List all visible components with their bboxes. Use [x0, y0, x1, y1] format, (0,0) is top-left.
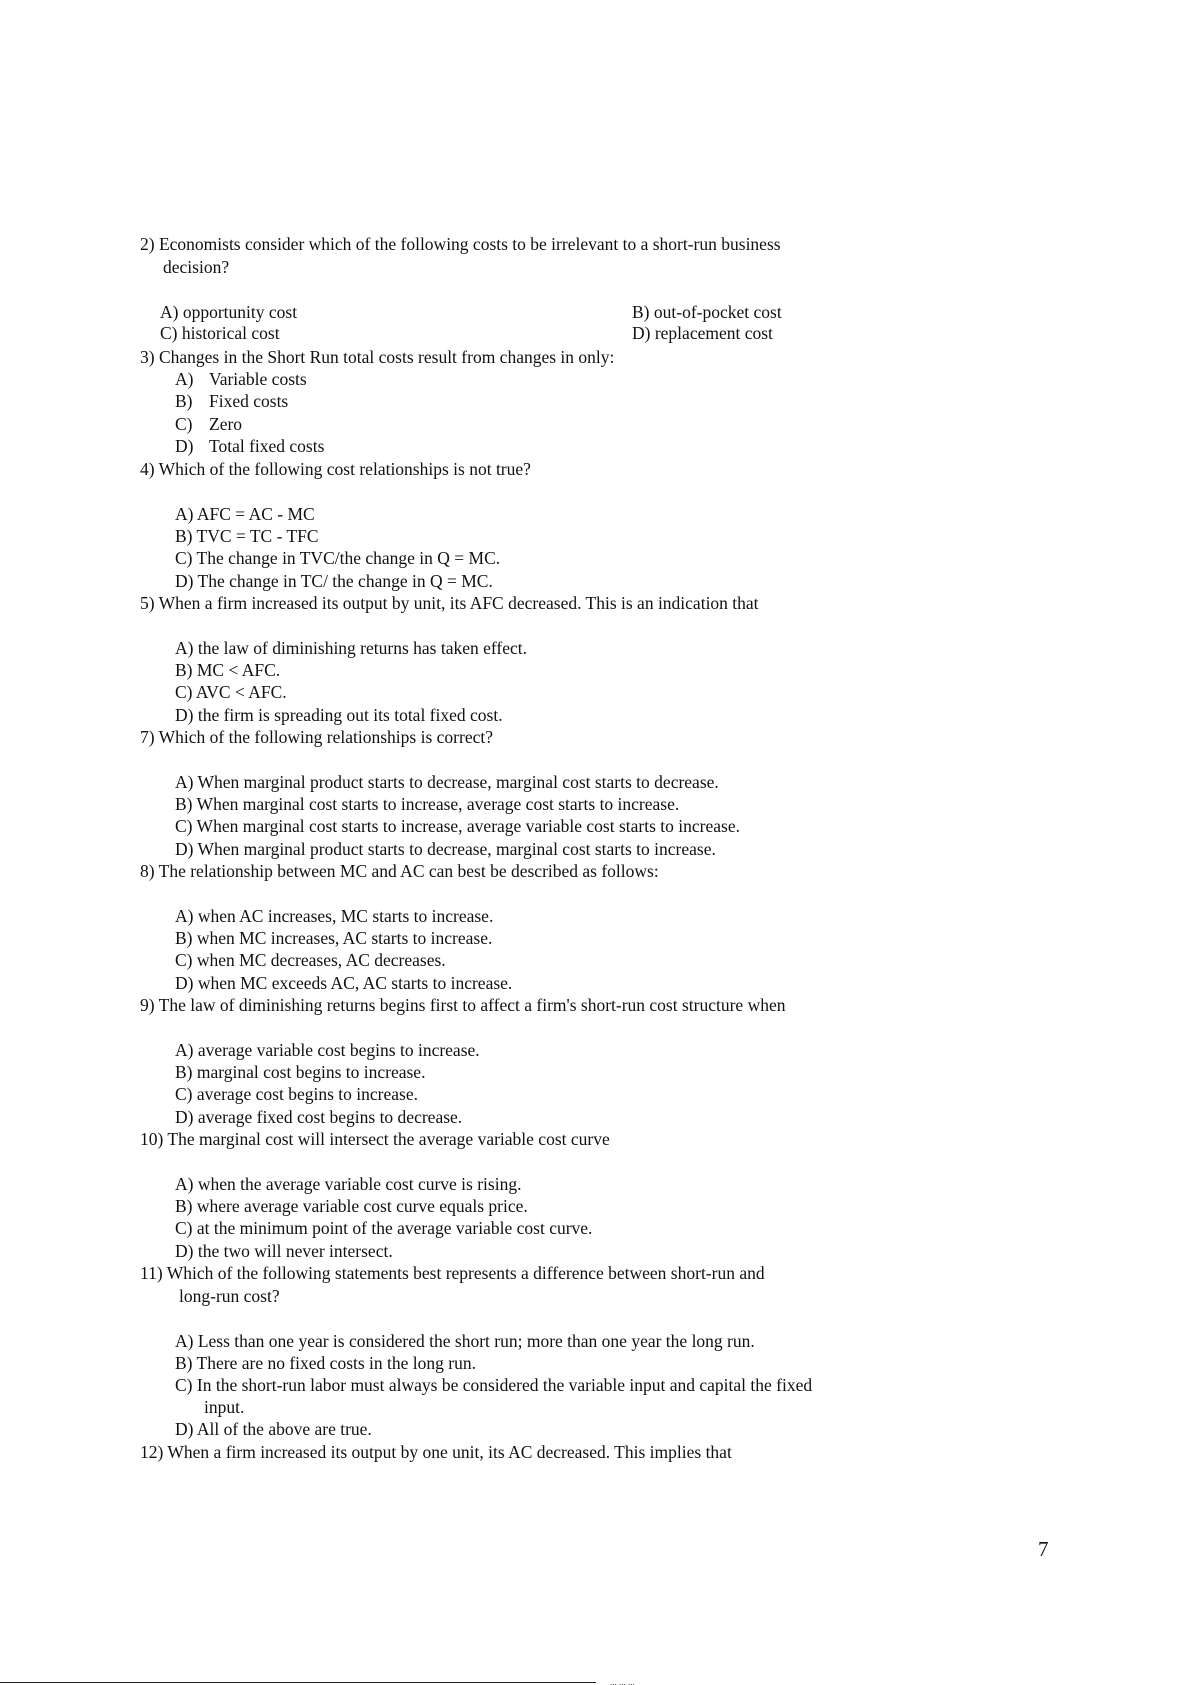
question-stem-continuation: long-run cost? [179, 1286, 280, 1306]
answer-option-d [175, 435, 324, 457]
answer-option-a: A) AFC = AC - MC [175, 504, 315, 524]
answer-option-b: B) There are no fixed costs in the long run. [175, 1353, 476, 1373]
answer-option-a: A) average variable cost begins to increase. [175, 1040, 480, 1060]
answer-option-d: D) When marginal product starts to decrease, marginal cost starts to increase. [175, 839, 716, 859]
answer-option-b: B) MC < AFC. [175, 660, 281, 680]
question-stem-continuation: decision? [163, 257, 230, 277]
option-text: Fixed costs [209, 391, 289, 411]
question-stem: 5) When a firm increased its output by unit, its AFC decreased. This is an indication that [140, 593, 759, 613]
answer-option-b: B) marginal cost begins to increase. [175, 1062, 426, 1082]
answer-option-b: B) TVC = TC - TFC [175, 526, 319, 546]
answer-option-b: B) When marginal cost starts to increase, average cost starts to increase. [175, 794, 680, 814]
answer-option-d: D) All of the above are true. [175, 1419, 372, 1439]
answer-option-c-continuation: input. [204, 1397, 245, 1417]
question-stem: 4) Which of the following cost relationships is not true? [140, 459, 531, 479]
footer-fragment: ... ... ... [610, 1677, 635, 1685]
answer-option-c: C) average cost begins to increase. [175, 1084, 418, 1104]
question-stem: 3) Changes in the Short Run total costs result from changes in only: [140, 347, 615, 367]
question-stem: 7) Which of the following relationships is correct? [140, 727, 493, 747]
answer-option-a: A) When marginal product starts to decrease, marginal cost starts to decrease. [175, 772, 719, 792]
question-stem: 10) The marginal cost will intersect the average variable cost curve [140, 1129, 610, 1149]
option-text: Total fixed costs [209, 436, 325, 456]
answer-option-b [175, 390, 288, 412]
answer-option-c [175, 413, 242, 435]
option-letter: B) [175, 391, 193, 411]
option-letter: C) [175, 414, 193, 434]
answer-option-a: A) opportunity cost [160, 302, 298, 322]
footer-divider [0, 1682, 596, 1683]
answer-option-b: B) where average variable cost curve equals price. [175, 1196, 528, 1216]
question-stem: 12) When a firm increased its output by one unit, its AC decreased. This implies that [140, 1442, 732, 1462]
answer-option-d: D) the two will never intersect. [175, 1241, 393, 1261]
answer-option-d: D) average fixed cost begins to decrease. [175, 1107, 463, 1127]
answer-option-d: D) when MC exceeds AC, AC starts to increase. [175, 973, 513, 993]
answer-option-a: A) when AC increases, MC starts to increase. [175, 906, 494, 926]
answer-option-c: C) When marginal cost starts to increase, average variable cost starts to increase. [175, 816, 740, 836]
answer-option-c: C) historical cost [160, 323, 280, 343]
page-number: 7 [1038, 1537, 1049, 1561]
question-stem: 2) Economists consider which of the following costs to be irrelevant to a short-run business [140, 234, 781, 254]
answer-option-d: D) the firm is spreading out its total fixed cost. [175, 705, 503, 725]
option-letter: A) [175, 369, 194, 389]
answer-option-a [175, 368, 307, 390]
answer-option-d: D) replacement cost [632, 323, 773, 343]
answer-option-b: B) when MC increases, AC starts to increase. [175, 928, 493, 948]
answer-option-a: A) when the average variable cost curve is rising. [175, 1174, 522, 1194]
answer-option-c: C) AVC < AFC. [175, 682, 287, 702]
answer-option-a: A) the law of diminishing returns has taken effect. [175, 638, 528, 658]
option-text: Variable costs [209, 369, 307, 389]
option-letter: D) [175, 436, 194, 456]
answer-option-c: C) when MC decreases, AC decreases. [175, 950, 446, 970]
answer-option-c: C) The change in TVC/the change in Q = MC. [175, 548, 501, 568]
answer-option-c: C) In the short-run labor must always be considered the variable input and capital the fixed [175, 1375, 813, 1395]
option-text: Zero [209, 414, 243, 434]
question-stem: 9) The law of diminishing returns begins first to affect a firm's short-run cost structure when [140, 995, 786, 1015]
question-stem: 8) The relationship between MC and AC can best be described as follows: [140, 861, 659, 881]
answer-option-a: A) Less than one year is considered the short run; more than one year the long run. [175, 1331, 755, 1351]
answer-option-c: C) at the minimum point of the average variable cost curve. [175, 1218, 593, 1238]
answer-option-d: D) The change in TC/ the change in Q = MC. [175, 571, 493, 591]
question-stem: 11) Which of the following statements best represents a difference between short-run and [140, 1263, 765, 1283]
answer-option-b: B) out-of-pocket cost [632, 302, 782, 322]
